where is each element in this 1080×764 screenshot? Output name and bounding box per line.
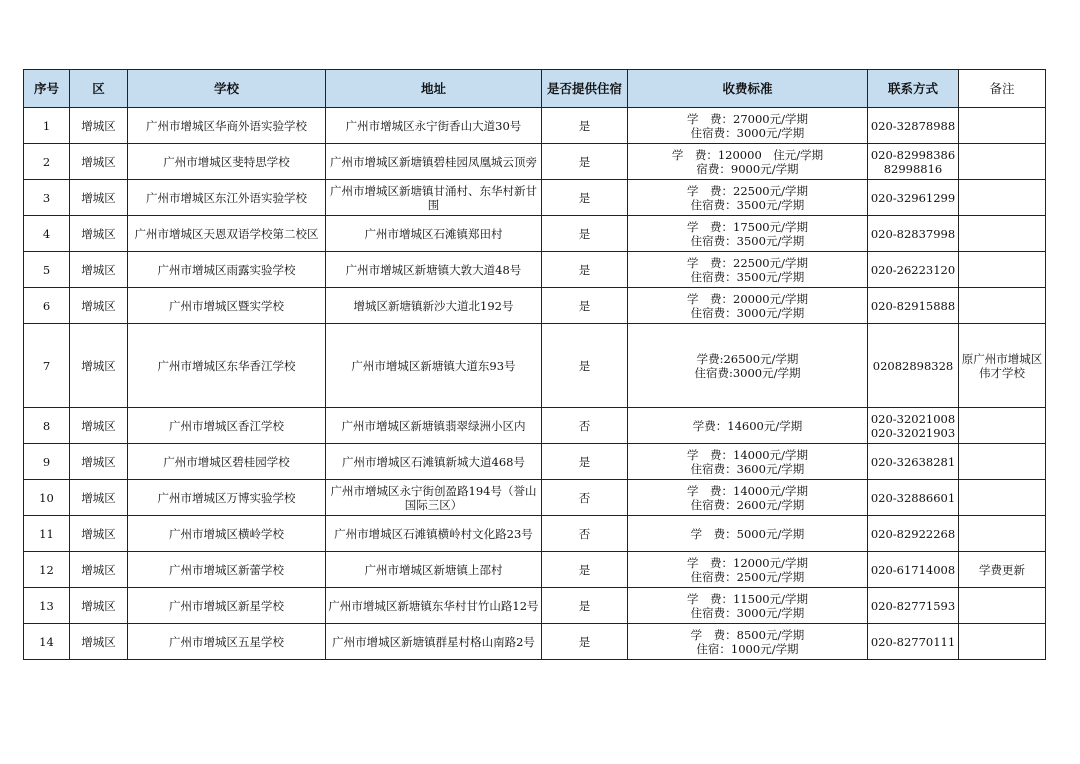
fee-line: 学 费：5000元/学期: [690, 526, 805, 541]
contact-cell: [868, 480, 959, 516]
fee-line: 住宿费：3500元/学期: [690, 233, 805, 248]
school-name-cell: 广州市增城区东华香江学校: [128, 324, 326, 408]
fee-line: 住宿：1000元/学期: [696, 641, 799, 656]
address-cell: 广州市增城区石滩镇横岭村文化路23号: [326, 516, 542, 552]
table-row: [24, 216, 1046, 252]
remark-cell: [959, 288, 1046, 324]
address-cell: 增城区新塘镇新沙大道北192号: [326, 288, 542, 324]
fee-cell: [628, 588, 868, 624]
table-row: [24, 408, 1046, 444]
boarding-cell: 是: [542, 180, 628, 216]
fee-cell: [628, 624, 868, 660]
fee-cell: [628, 144, 868, 180]
table-row: [24, 108, 1046, 144]
row-number: 14: [24, 624, 70, 660]
fee-line: 住宿费：3600元/学期: [690, 461, 805, 476]
fee-line: 住宿费：2600元/学期: [690, 497, 805, 512]
header-address: 地址: [326, 70, 542, 108]
school-name-cell: 广州市增城区暨实学校: [128, 288, 326, 324]
row-number: 10: [24, 480, 70, 516]
boarding-cell: 是: [542, 144, 628, 180]
fee-cell: [628, 252, 868, 288]
table-row: [24, 444, 1046, 480]
address-cell: 广州市增城区永宁街香山大道30号: [326, 108, 542, 144]
boarding-cell: 是: [542, 324, 628, 408]
fee-line: 学 费：22500元/学期: [687, 183, 808, 198]
fee-cell: [628, 216, 868, 252]
contact-cell: [868, 624, 959, 660]
contact-line: 020-82915888: [870, 298, 956, 313]
boarding-cell: 是: [542, 588, 628, 624]
contact-cell: [868, 588, 959, 624]
row-number: 13: [24, 588, 70, 624]
header-fee: 收费标准: [628, 70, 868, 108]
remark-cell: [959, 108, 1046, 144]
boarding-cell: 否: [542, 516, 628, 552]
table-row: [24, 624, 1046, 660]
remark-cell: [959, 480, 1046, 516]
row-number: 2: [24, 144, 70, 180]
fee-cell: [628, 408, 868, 444]
fee-line: 学 费：12000元/学期: [687, 555, 808, 570]
fee-line: 学 费：22500元/学期: [687, 255, 808, 270]
row-number: 9: [24, 444, 70, 480]
fee-line: 学 费：120000 住元/学期: [671, 147, 824, 162]
school-name-cell: 广州市增城区东江外语实验学校: [128, 180, 326, 216]
fee-cell: [628, 444, 868, 480]
school-name-cell: 广州市增城区华商外语实验学校: [128, 108, 326, 144]
contact-line: 020-32961299: [870, 190, 956, 205]
remark-cell: [959, 180, 1046, 216]
boarding-cell: 是: [542, 288, 628, 324]
fee-line: 学 费：27000元/学期: [687, 111, 808, 126]
table-row: [24, 144, 1046, 180]
contact-cell: [868, 444, 959, 480]
header-contact: 联系方式: [868, 70, 959, 108]
table-row: [24, 252, 1046, 288]
district-cell: 增城区: [70, 180, 128, 216]
header-district: 区: [70, 70, 128, 108]
district-cell: 增城区: [70, 444, 128, 480]
table-row: [24, 552, 1046, 588]
row-number: 6: [24, 288, 70, 324]
contact-line: 020-32021903: [870, 425, 956, 440]
fee-line: 学 费：14000元/学期: [687, 483, 808, 498]
contact-cell: [868, 516, 959, 552]
district-cell: 增城区: [70, 324, 128, 408]
district-cell: 增城区: [70, 108, 128, 144]
boarding-cell: 是: [542, 216, 628, 252]
row-number: 4: [24, 216, 70, 252]
remark-cell: [959, 408, 1046, 444]
fee-cell: [628, 180, 868, 216]
contact-cell: [868, 216, 959, 252]
address-cell: 广州市增城区新塘镇翡翠绿洲小区内: [326, 408, 542, 444]
school-name-cell: 广州市增城区新星学校: [128, 588, 326, 624]
address-cell: 广州市增城区新塘镇大敦大道48号: [326, 252, 542, 288]
fee-cell: [628, 480, 868, 516]
fee-line: 住宿费：3500元/学期: [690, 197, 805, 212]
fee-line: 学费:26500元/学期: [696, 351, 799, 366]
fee-line: 学费：14600元/学期: [692, 418, 803, 433]
fee-cell: [628, 324, 868, 408]
boarding-cell: 否: [542, 480, 628, 516]
fee-cell: [628, 288, 868, 324]
contact-line: 020-82770111: [870, 634, 956, 649]
remark-cell: [959, 516, 1046, 552]
school-name-cell: 广州市增城区五星学校: [128, 624, 326, 660]
contact-line: 020-32021008: [870, 411, 956, 426]
district-cell: 增城区: [70, 516, 128, 552]
header-no: 序号: [24, 70, 70, 108]
header-boarding: 是否提供住宿: [542, 70, 628, 108]
contact-line: 020-32638281: [870, 454, 956, 469]
address-cell: 广州市增城区新塘镇大道东93号: [326, 324, 542, 408]
boarding-cell: 是: [542, 624, 628, 660]
school-name-cell: 广州市增城区万博实验学校: [128, 480, 326, 516]
row-number: 3: [24, 180, 70, 216]
row-number: 1: [24, 108, 70, 144]
remark-cell: [959, 444, 1046, 480]
remark-cell: [959, 216, 1046, 252]
boarding-cell: 是: [542, 108, 628, 144]
remark-cell: 原广州市增城区伟才学校: [959, 324, 1046, 408]
boarding-cell: 是: [542, 252, 628, 288]
remark-cell: [959, 144, 1046, 180]
contact-cell: [868, 252, 959, 288]
fee-line: 学 费：20000元/学期: [687, 291, 808, 306]
district-cell: 增城区: [70, 252, 128, 288]
contact-line: 020-82837998: [870, 226, 956, 241]
contact-cell: [868, 288, 959, 324]
school-fee-table: [23, 69, 1046, 660]
remark-cell: [959, 624, 1046, 660]
address-cell: 广州市增城区新塘镇甘涌村、东华村新甘围: [326, 180, 542, 216]
fee-cell: [628, 516, 868, 552]
fee-line: 学 费：17500元/学期: [687, 219, 808, 234]
row-number: 11: [24, 516, 70, 552]
table-row: [24, 324, 1046, 408]
address-cell: 广州市增城区新塘镇上邵村: [326, 552, 542, 588]
district-cell: 增城区: [70, 624, 128, 660]
fee-line: 学 费：14000元/学期: [687, 447, 808, 462]
contact-cell: [868, 108, 959, 144]
boarding-cell: 是: [542, 552, 628, 588]
table-row: [24, 588, 1046, 624]
header-school: 学校: [128, 70, 326, 108]
contact-line: 02082898328: [872, 358, 954, 373]
contact-line: 020-82998386: [870, 147, 956, 162]
school-name-cell: 广州市增城区天恩双语学校第二校区: [128, 216, 326, 252]
contact-cell: [868, 552, 959, 588]
district-cell: 增城区: [70, 552, 128, 588]
contact-line: 020-82771593: [870, 598, 956, 613]
school-name-cell: 广州市增城区斐特思学校: [128, 144, 326, 180]
district-cell: 增城区: [70, 408, 128, 444]
district-cell: 增城区: [70, 480, 128, 516]
school-name-cell: 广州市增城区香江学校: [128, 408, 326, 444]
header-row: [24, 70, 1046, 108]
table-row: [24, 288, 1046, 324]
boarding-cell: 否: [542, 408, 628, 444]
address-cell: 广州市增城区永宁街创盈路194号（誉山国际三区）: [326, 480, 542, 516]
district-cell: 增城区: [70, 588, 128, 624]
fee-line: 学 费：8500元/学期: [690, 627, 805, 642]
district-cell: 增城区: [70, 216, 128, 252]
contact-line: 020-26223120: [870, 262, 956, 277]
row-number: 5: [24, 252, 70, 288]
address-cell: 广州市增城区石滩镇郑田村: [326, 216, 542, 252]
row-number: 12: [24, 552, 70, 588]
district-cell: 增城区: [70, 144, 128, 180]
fee-cell: [628, 552, 868, 588]
contact-line: 020-32886601: [870, 490, 956, 505]
contact-line: 020-61714008: [870, 562, 956, 577]
table-row: [24, 180, 1046, 216]
contact-cell: [868, 324, 959, 408]
fee-line: 住宿费：3000元/学期: [690, 305, 805, 320]
contact-line: 020-32878988: [870, 118, 956, 133]
fee-line: 学 费：11500元/学期: [687, 591, 808, 606]
contact-cell: [868, 408, 959, 444]
table-row: [24, 480, 1046, 516]
school-name-cell: 广州市增城区新蕾学校: [128, 552, 326, 588]
fee-line: 住宿费：3000元/学期: [690, 125, 805, 140]
table-body: [24, 108, 1046, 660]
address-cell: 广州市增城区新塘镇东华村甘竹山路12号: [326, 588, 542, 624]
school-name-cell: 广州市增城区雨露实验学校: [128, 252, 326, 288]
fee-line: 住宿费：2500元/学期: [690, 569, 805, 584]
row-number: 7: [24, 324, 70, 408]
remark-cell: 学费更新: [959, 552, 1046, 588]
header-remark: 备注: [959, 70, 1046, 108]
address-cell: 广州市增城区新塘镇群星村格山南路2号: [326, 624, 542, 660]
contact-cell: [868, 144, 959, 180]
fee-line: 宿费：9000元/学期: [696, 161, 799, 176]
address-cell: 广州市增城区新塘镇碧桂园凤凰城云顶旁: [326, 144, 542, 180]
contact-line: 82998816: [883, 161, 943, 176]
remark-cell: [959, 252, 1046, 288]
fee-line: 住宿费:3000元/学期: [694, 365, 801, 380]
remark-cell: [959, 588, 1046, 624]
boarding-cell: 是: [542, 444, 628, 480]
school-name-cell: 广州市增城区碧桂园学校: [128, 444, 326, 480]
fee-line: 住宿费：3500元/学期: [690, 269, 805, 284]
fee-line: 住宿费：3000元/学期: [690, 605, 805, 620]
school-name-cell: 广州市增城区横岭学校: [128, 516, 326, 552]
row-number: 8: [24, 408, 70, 444]
address-cell: 广州市增城区石滩镇新城大道468号: [326, 444, 542, 480]
table-row: [24, 516, 1046, 552]
contact-cell: [868, 180, 959, 216]
fee-cell: [628, 108, 868, 144]
contact-line: 020-82922268: [870, 526, 956, 541]
district-cell: 增城区: [70, 288, 128, 324]
